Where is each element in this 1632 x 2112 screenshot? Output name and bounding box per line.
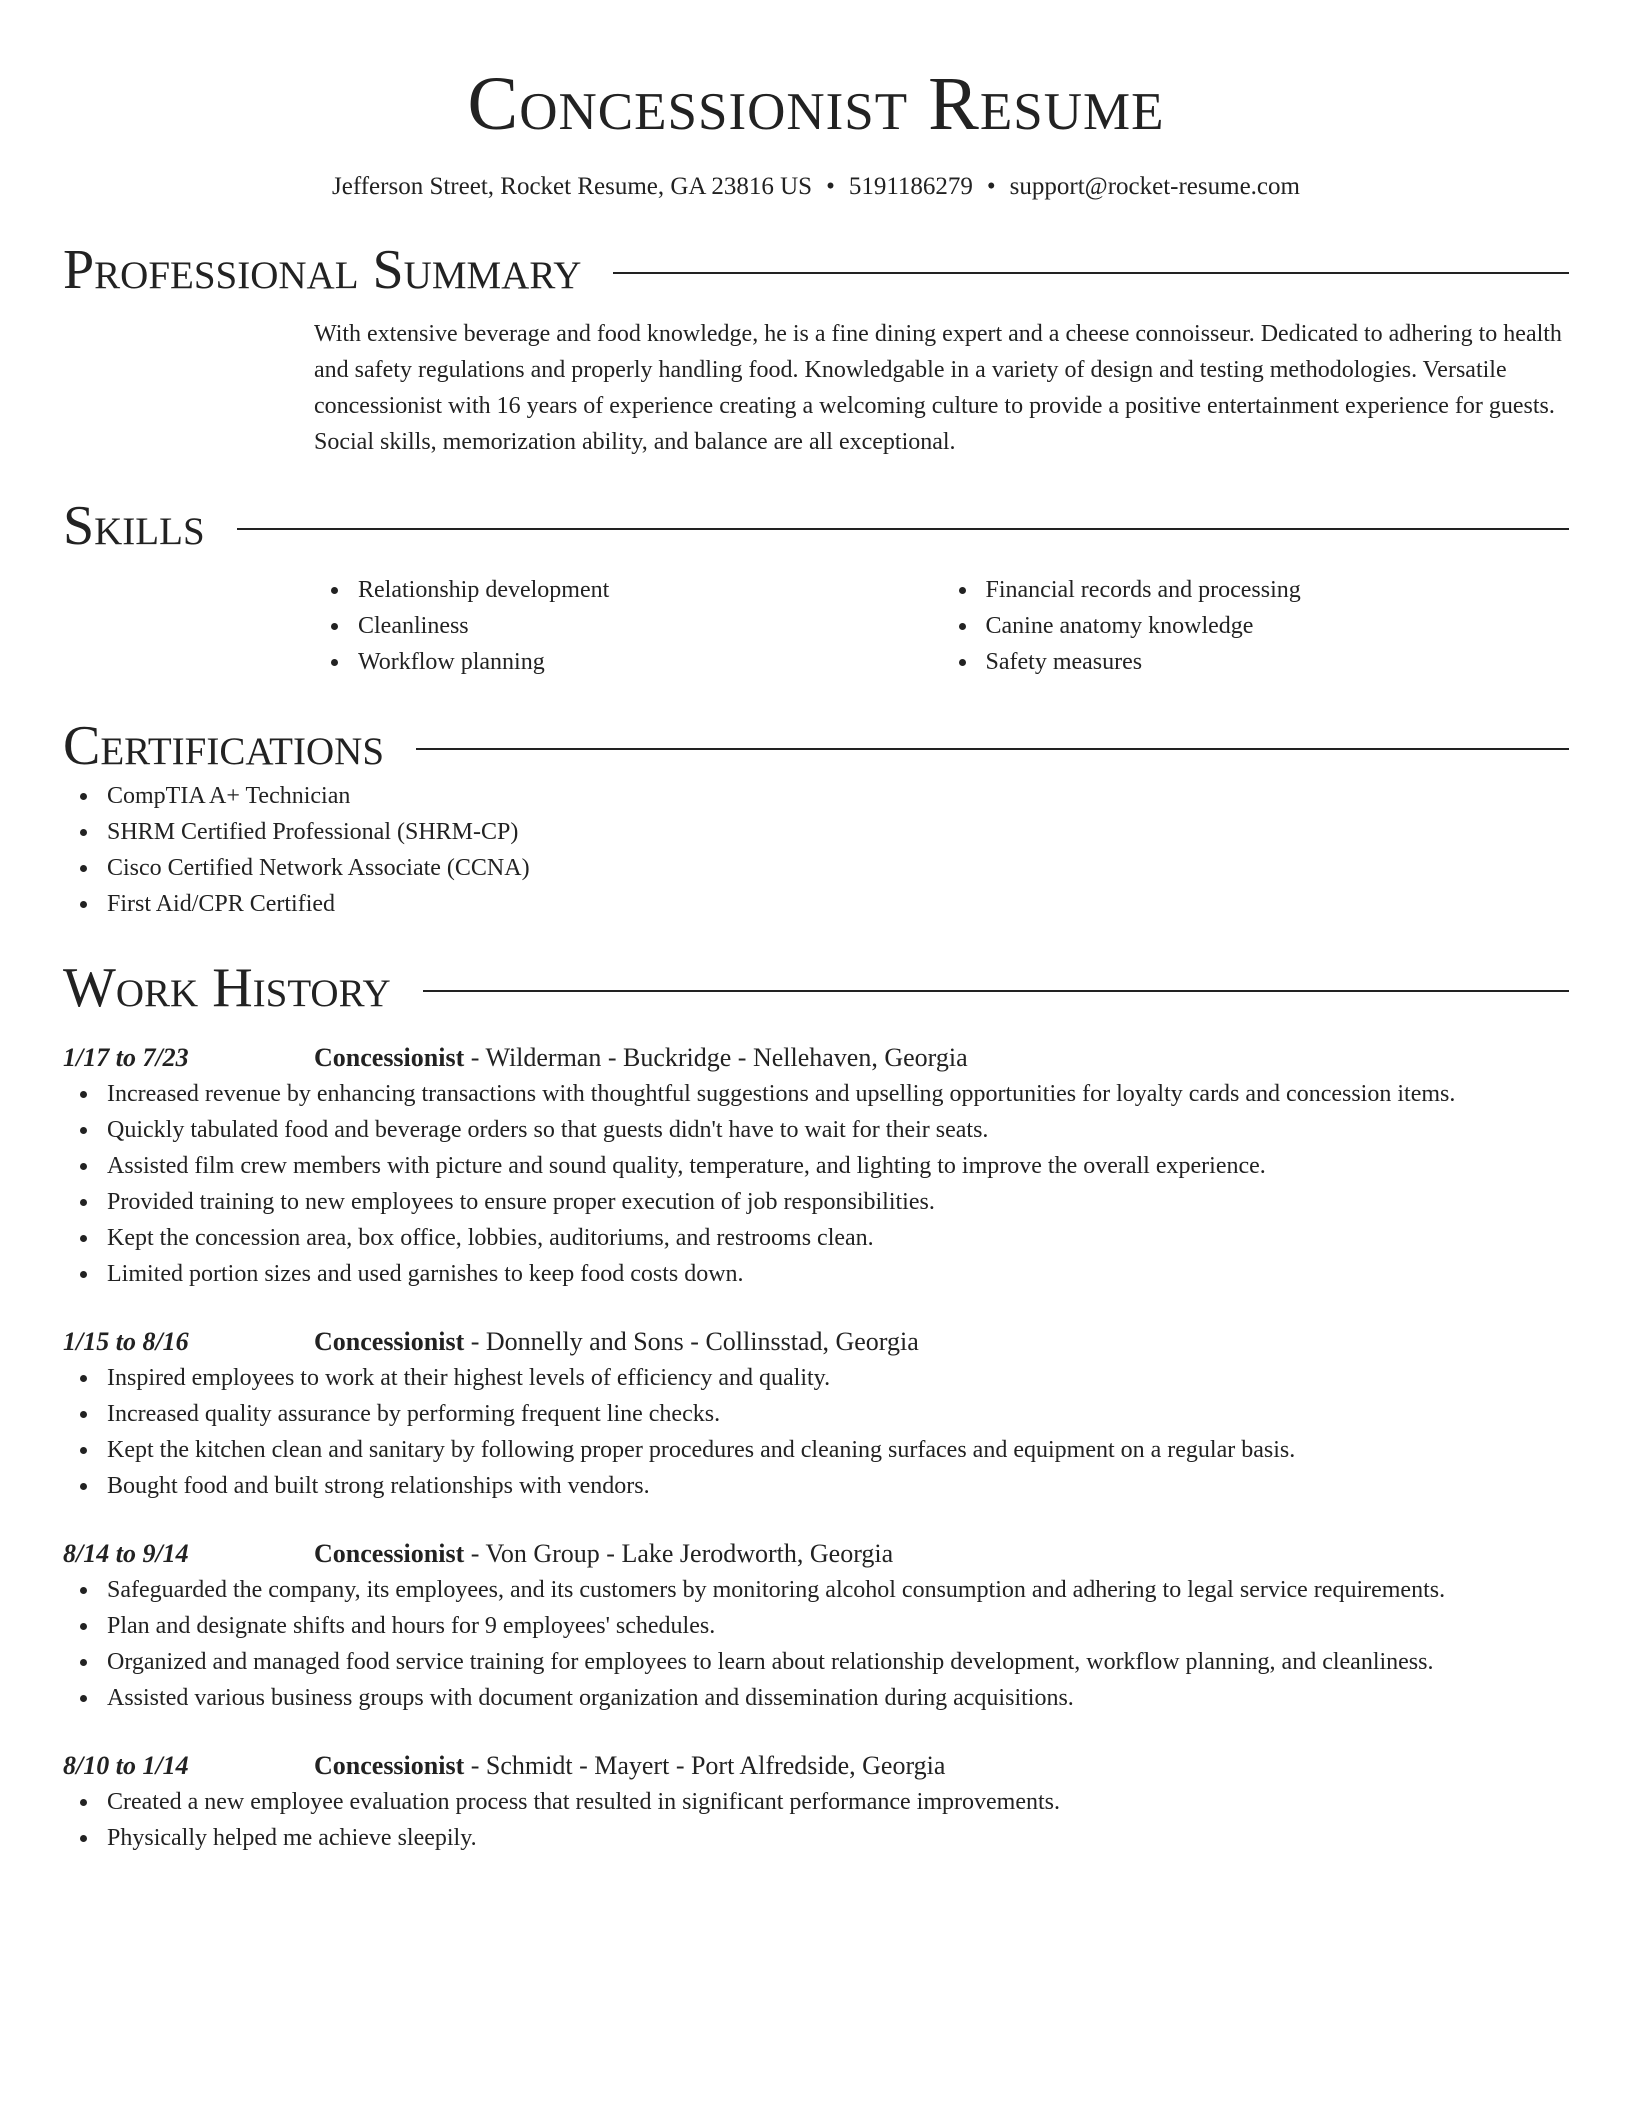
summary-text: With extensive beverage and food knowledge, he is a fine dining expert and a cheese connoisseur. Dedicated to adhering to health and safety regulations and properly handling food. Knowledgable in a variety of design and testing methodologies. Versatile concessionist with 16 years of experience creating a welcoming culture to provide a positive entertainment experience for guests. Social skills, memorization ability, and balance are all exceptional. [314, 321, 1562, 455]
contact-address: Jefferson Street, Rocket Resume, GA 23816 US [332, 173, 813, 200]
job-dates: 8/14 to 9/14 [63, 1539, 189, 1568]
job-duties [63, 1784, 1569, 1856]
job-duty: Physically helped me achieve sleepily. [107, 1820, 1569, 1856]
skills-heading: Skills [63, 495, 205, 557]
contact-phone: 5191186279 [848, 173, 973, 200]
certification-item: First Aid/CPR Certified [107, 886, 1569, 922]
contact-email: support@rocket-resume.com [1009, 173, 1300, 200]
job-duty: Provided training to new employees to ensure proper execution of job responsibilities. [107, 1184, 1569, 1220]
job-employer: - Donnelly and Sons - Collinsstad, Georgia [464, 1327, 919, 1356]
skills-column-1 [314, 572, 942, 680]
job-duty: Plan and designate shifts and hours for 9 employees' schedules. [107, 1608, 1569, 1644]
job-duty: Increased quality assurance by performing frequent line checks. [107, 1396, 1569, 1432]
job-entry [63, 1324, 1569, 1504]
job-duties [63, 1572, 1569, 1716]
skills-list [314, 572, 1569, 680]
job-header [63, 1748, 1569, 1784]
job-duties [63, 1360, 1569, 1504]
work-history-section-header [63, 956, 1569, 1020]
certification-item: Cisco Certified Network Associate (CCNA) [107, 850, 1569, 886]
job-duty: Kept the kitchen clean and sanitary by following proper procedures and cleaning surfaces and equipment on a regular basis. [107, 1432, 1569, 1468]
job-duty: Inspired employees to work at their highest levels of efficiency and quality. [107, 1360, 1569, 1396]
section-divider [423, 990, 1569, 992]
job-duty: Quickly tabulated food and beverage orders so that guests didn't have to wait for their seats. [107, 1112, 1569, 1148]
skill-item: Relationship development [358, 572, 942, 608]
job-employer: - Wilderman - Buckridge - Nellehaven, Georgia [464, 1043, 968, 1072]
section-divider [416, 748, 1569, 750]
summary-section-header [63, 238, 1569, 302]
job-dates: 1/15 to 8/16 [63, 1327, 189, 1356]
job-header [63, 1324, 1569, 1360]
job-dates: 1/17 to 7/23 [63, 1043, 189, 1072]
job-title: Concessionist [314, 1043, 465, 1072]
skill-item: Workflow planning [358, 644, 942, 680]
job-title: Concessionist [314, 1327, 465, 1356]
job-duty: Limited portion sizes and used garnishes to keep food costs down. [107, 1256, 1569, 1292]
job-position [314, 1748, 945, 1784]
skill-item: Cleanliness [358, 608, 942, 644]
job-duty: Created a new employee evaluation process that resulted in significant performance improvements. [107, 1784, 1569, 1820]
skills-section-header [63, 494, 1569, 558]
job-duty: Organized and managed food service training for employees to learn about relationship development, workflow planning, and cleanliness. [107, 1644, 1569, 1680]
job-duty: Bought food and built strong relationships with vendors. [107, 1468, 1569, 1504]
section-divider [237, 528, 1569, 530]
skills-column-2 [942, 572, 1570, 680]
job-duty: Kept the concession area, box office, lobbies, auditoriums, and restrooms clean. [107, 1220, 1569, 1256]
resume-title: Concessionist Resume [467, 62, 1165, 146]
certification-item: SHRM Certified Professional (SHRM-CP) [107, 814, 1569, 850]
job-title: Concessionist [314, 1539, 465, 1568]
job-entry [63, 1748, 1569, 1856]
job-header [63, 1040, 1569, 1076]
job-header [63, 1536, 1569, 1572]
job-duty: Safeguarded the company, its employees, and its customers by monitoring alcohol consumption and adhering to legal service requirements. [107, 1572, 1569, 1608]
job-position [314, 1040, 968, 1076]
job-title: Concessionist [314, 1751, 465, 1780]
job-duties [63, 1076, 1569, 1292]
certifications-section-header [63, 714, 1569, 778]
summary-heading: Professional Summary [63, 239, 582, 301]
contact-separator: • [826, 173, 835, 200]
job-dates: 8/10 to 1/14 [63, 1751, 189, 1780]
certifications-list [63, 778, 1569, 922]
section-divider [613, 272, 1569, 274]
work-history-heading: Work History [63, 957, 391, 1019]
job-employer: - Schmidt - Mayert - Port Alfredside, Georgia [464, 1751, 946, 1780]
job-entry [63, 1040, 1569, 1292]
job-duty: Increased revenue by enhancing transactions with thoughtful suggestions and upselling opportunities for loyalty cards and concession items. [107, 1076, 1569, 1112]
skill-item: Financial records and processing [986, 572, 1570, 608]
skill-item: Safety measures [986, 644, 1570, 680]
job-duty: Assisted film crew members with picture and sound quality, temperature, and lighting to improve the overall experience. [107, 1148, 1569, 1184]
certification-item: CompTIA A+ Technician [107, 778, 1569, 814]
certifications-heading: Certifications [63, 715, 385, 777]
job-duty: Assisted various business groups with document organization and dissemination during acquisitions. [107, 1680, 1569, 1716]
skill-item: Canine anatomy knowledge [986, 608, 1570, 644]
job-position [314, 1324, 919, 1360]
contact-separator: • [986, 173, 996, 200]
job-position [314, 1536, 893, 1572]
job-entry [63, 1536, 1569, 1716]
job-employer: - Von Group - Lake Jerodworth, Georgia [464, 1539, 894, 1568]
contact-line [63, 170, 1569, 204]
